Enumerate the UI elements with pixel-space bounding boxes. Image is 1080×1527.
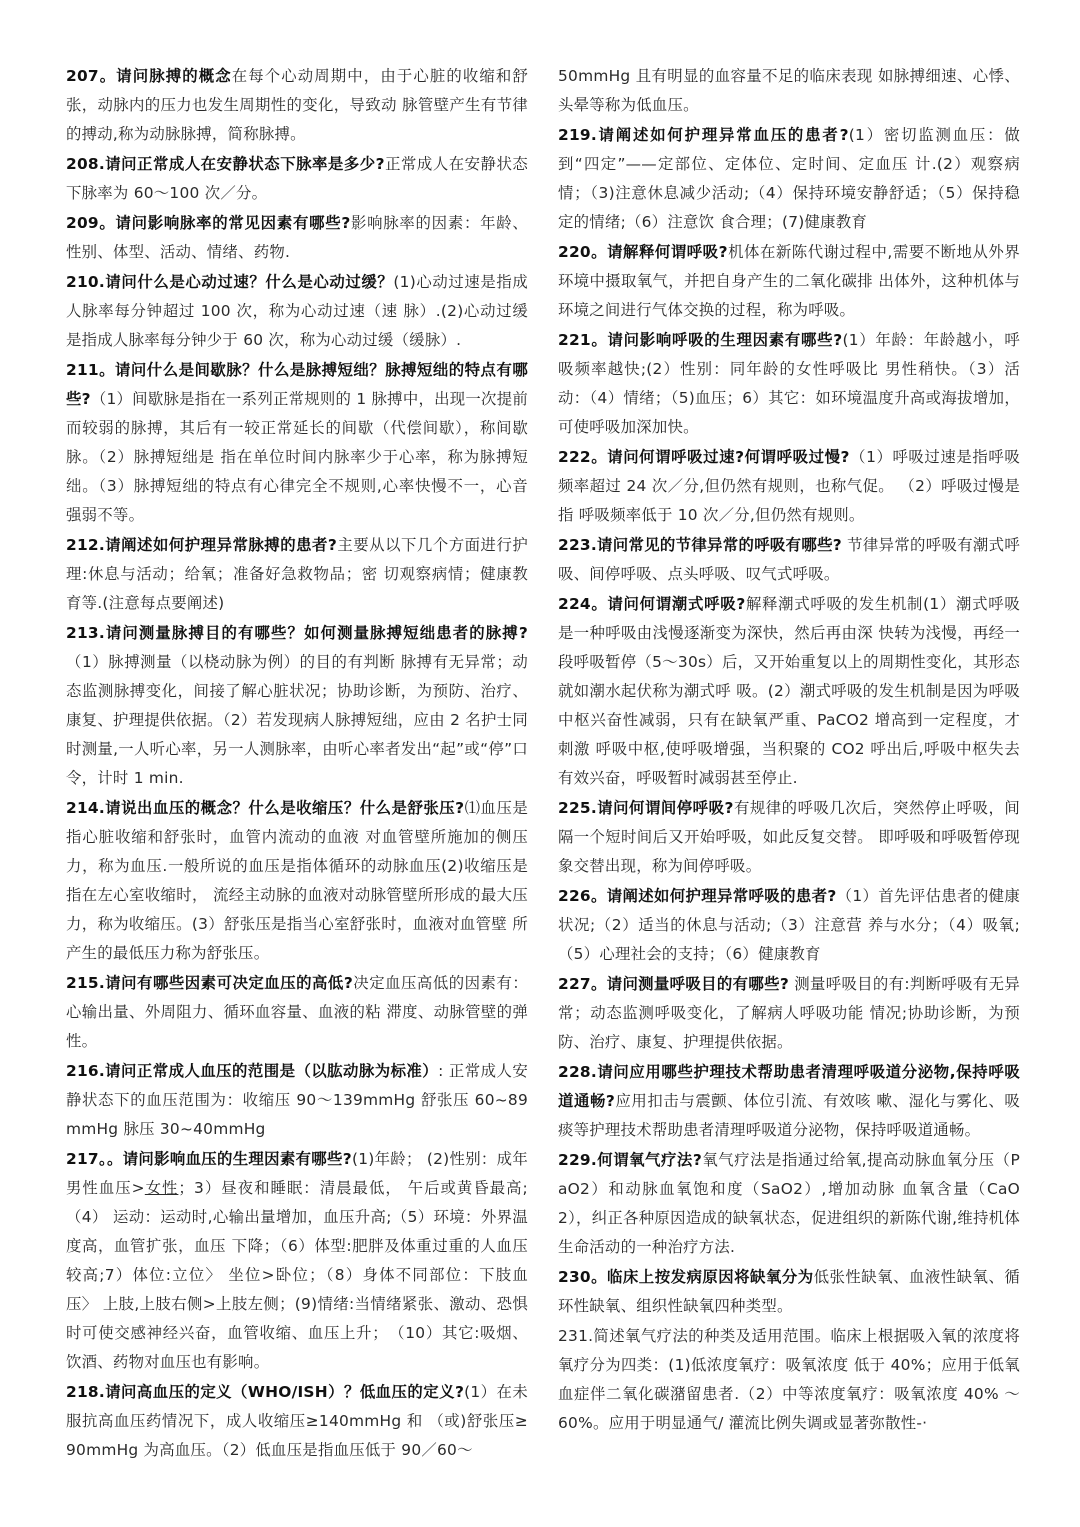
answer-text: (1)心动过速是指成人脉率每分钟超过 100 次，称为心动过速（速 脉）.(2)心动过缓是指成人脉率每分钟少于 60 次，称为心动过缓（缓脉）. — [66, 273, 528, 349]
qa-entry — [66, 62, 528, 149]
question-text: 211。请问什么是间歇脉？什么是脉搏短绌？脉搏短绌的特点有哪些? — [66, 361, 528, 408]
question-text: 220。请解释何谓呼吸? — [558, 243, 728, 261]
question-text: 222。请问何谓呼吸过速?何谓呼吸过慢? — [558, 448, 850, 466]
question-text: 221。请问影响呼吸的生理因素有哪些? — [558, 331, 843, 349]
qa-entry — [66, 1145, 528, 1377]
question-text: 218.请问高血压的定义（WHO/ISH）？低血压的定义? — [66, 1383, 465, 1401]
qa-entry — [66, 1378, 528, 1465]
answer-text: 节律异常的呼吸有潮式呼吸、间停呼吸、点头呼吸、叹气式呼吸。 — [558, 536, 1020, 583]
qa-entry — [66, 1057, 528, 1144]
qa-entry — [558, 970, 1020, 1057]
right-column — [558, 62, 1020, 1439]
question-text: 228.请问应用哪些护理技术帮助患者清理呼吸道分泌物,保持呼吸道通畅? — [558, 1063, 1020, 1110]
answer-text-continued: ；3）昼夜和睡眠：清晨最低， 午后或黄昏最高;（4） 运动：运动时,心输出量增加，血压升高;（5）环境：外界温度高，血管扩张，血压 下降；（6）体型:肥胖及体重过重的人血压较高;7）体位:立位〉 坐位>卧位；（8）身体不同部位：下肢血压〉 上肢,上肢右侧>上肢左侧；(9)情绪:当情绪紧张、激动、恐惧时可使交感神经兴奋，血管收缩、血压上升； （10）其它:吸烟、饮酒、药物对血压也有影响。 — [66, 1179, 528, 1371]
answer-text: 影响脉率的因素：年龄、性别、体型、活动、情绪、药物. — [66, 214, 528, 261]
qa-entry — [558, 121, 1020, 237]
qa-entry — [558, 62, 1020, 120]
question-text: 213.请问测量脉搏目的有哪些？如何测量脉搏短绌患者的脉搏? — [66, 624, 528, 642]
answer-text: : 正常成人安静状态下的血压范围为：收缩压 90～139mmHg 舒张压 60~89mmHg 脉压 30~40mmHg — [66, 1062, 528, 1138]
qa-entry — [558, 238, 1020, 325]
qa-entry — [558, 590, 1020, 793]
answer-text: ⑴血压是指心脏收缩和舒张时，血管内流动的血液 对血管壁所施加的侧压力，称为血压.一般所说的血压是指体循环的动脉血压(2)收缩压是指在左心室收缩时， 流经主动脉的血液对动脉管壁所形成的最大压力，称为收缩压。(3）舒张压是指当心室舒张时，血液对血管壁 所产生的最低压力称为舒张压。 — [66, 799, 528, 962]
qa-entry — [558, 1146, 1020, 1262]
question-text: 230。临床上按发病原因将缺氧分为 — [558, 1268, 814, 1286]
qa-entry — [558, 531, 1020, 589]
qa-entry — [558, 882, 1020, 969]
answer-text: 231.简述氧气疗法的种类及适用范围。临床上根据吸入氧的浓度将氧疗分为四类：(1)低浓度氧疗：吸氧浓度 低于 40%；应用于低氧血症伴二氧化碳潴留患者.（2）中等浓度氧疗：吸氧浓度 40% ～ 60%。应用于明显通气/ 灌流比例失调或显著弥散性-· — [558, 1327, 1020, 1432]
question-text: 217。。请问影响血压的生理因素有哪些? — [66, 1150, 352, 1168]
qa-entry — [66, 794, 528, 968]
question-text: 226。请阐述如何护理异常呼吸的患者? — [558, 887, 837, 905]
answer-text: (1）年龄：年龄越小，呼吸频率越快;(2）性别：同年龄的女性呼吸比 男性稍快。（3）活动：（4）情绪；（5)血压；6）其它：如环境温度升高或海拔增加，可使呼吸加深加快。 — [558, 331, 1020, 436]
question-text: 209。请问影响脉率的常见因素有哪些? — [66, 214, 351, 232]
answer-text: （1）呼吸过速是指呼吸频率超过 24 次／分,但仍然有规则，也称气促。 （2）呼吸过慢是指 呼吸频率低于 10 次／分,但仍然有规则。 — [558, 448, 1020, 524]
answer-text: 50mmHg 且有明显的血容量不足的临床表现 如脉搏细速、心悸、头晕等称为低血压。 — [558, 67, 1020, 114]
answer-text: 氧气疗法是指通过给氧,提高动脉血氧分压（PaO2）和动脉血氧饱和度（SaO2）,增加动脉 血氧含量（CaO2），纠正各种原因造成的缺氧状态，促进组织的新陈代谢,维持机体生命活动的一种治疗方法. — [558, 1151, 1020, 1256]
answer-text: （1）脉搏测量（以桡动脉为例）的目的有判断 脉搏有无异常；动态监测脉搏变化，间接了解心脏状况；协助诊断，为预防、治疗、康复、护理提供依据。（2）若发现病人脉搏短绌，应由 2 名护士同时测量,一人听心率，另一人测脉率，由听心率者发出“起”或“停”口令，计时 1 min. — [66, 653, 528, 787]
answer-text: (1）密切监测血压：做到“四定”——定部位、定体位、定时间、定血压 计.(2）观察病情；（3)注意休息减少活动;（4）保持环境安静舒适；（5）保持稳定的情绪;（6）注意饮 食合理；(7)健康教育 — [558, 126, 1021, 231]
left-column — [66, 62, 528, 1466]
qa-entry — [66, 531, 528, 618]
question-text: 227。请问测量呼吸目的有哪些? — [558, 975, 789, 993]
qa-entry — [558, 1058, 1020, 1145]
question-text: 215.请问有哪些因素可决定血压的高低? — [66, 974, 354, 992]
qa-entry — [558, 443, 1020, 530]
answer-text: 解释潮式呼吸的发生机制(1）潮式呼吸是一种呼吸由浅慢逐渐变为深快，然后再由深 快转为浅慢，再经一段呼吸暂停（5～30s）后，又开始重复以上的周期性变化，其形态就如潮水起伏称为潮式呼 吸。(2）潮式呼吸的发生机制是因为呼吸中枢兴奋性减弱，只有在缺氧严重、PaCO2 增高到一定程度，才刺激 呼吸中枢,使呼吸增强，当积聚的 CO2 呼出后,呼吸中枢失去有效兴奋，呼吸暂时减弱甚至停止. — [558, 595, 1020, 787]
qa-entry — [66, 268, 528, 355]
answer-text: 有规律的呼吸几次后，突然停止呼吸，间隔一个短时间后又开始呼吸，如此反复交替。 即呼吸和呼吸暂停现象交替出现，称为间停呼吸。 — [558, 799, 1020, 875]
answer-text: 应用扣击与震颤、体位引流、有效咳 嗽、湿化与雾化、吸痰等护理技术帮助患者清理呼吸道分泌物，保持呼吸道通畅。 — [558, 1092, 1020, 1139]
question-text: 219.请阐述如何护理异常血压的患者? — [558, 126, 849, 144]
qa-entry — [66, 969, 528, 1056]
answer-text: 低张性缺氧、血液性缺氧、循环性缺氧、组织性缺氧四种类型。 — [558, 1268, 1020, 1315]
answer-text: 主要从以下几个方面进行护理:休息与活动；给氧；准备好急救物品；密 切观察病情；健康教育等.(注意每点要阐述) — [66, 536, 528, 612]
answer-text: 在每个心动周期中，由于心脏的收缩和舒张，动脉内的压力也发生周期性的变化，导致动 脉管壁产生有节律的搏动,称为动脉脉搏，简称脉搏。 — [66, 67, 528, 143]
answer-text: (1）在未服抗高血压药情况下，成人收缩压≥140mmHg 和 （或)舒张压≥90mmHg 为高血压。（2）低血压是指血压低于 90／60～ — [66, 1383, 529, 1459]
qa-entry — [66, 209, 528, 267]
answer-underlined-text: 女性 — [144, 1179, 179, 1197]
question-text: 207。请问脉搏的概念 — [66, 67, 232, 85]
answer-text: 机体在新陈代谢过程中,需要不断地从外界环境中摄取氧气，并把自身产生的二氧化碳排 出体外，这种机体与环境之间进行气体交换的过程，称为呼吸。 — [558, 243, 1020, 319]
question-text: 223.请问常见的节律异常的呼吸有哪些? — [558, 536, 842, 554]
qa-entry — [558, 1322, 1020, 1438]
qa-entry — [66, 619, 528, 793]
answer-text: （1）首先评估患者的健康状况;（2）适当的休息与活动;（3）注意营 养与水分；（4）吸氧;（5）心理社会的支持；（6）健康教育 — [558, 887, 1020, 963]
question-text: 216.请问正常成人血压的范围是（以肱动脉为标准） — [66, 1062, 439, 1080]
question-text: 229.何谓氧气疗法? — [558, 1151, 703, 1169]
question-text: 224。请问何谓潮式呼吸? — [558, 595, 746, 613]
question-text: 214.请说出血压的概念？什么是收缩压？什么是舒张压? — [66, 799, 465, 817]
answer-text: (1)年龄； (2)性别：成年男性血压> — [66, 1150, 529, 1197]
answer-text: 正常成人在安静状态下脉率为 60～100 次／分。 — [66, 155, 528, 202]
question-text: 208.请问正常成人在安静状态下脉率是多少? — [66, 155, 385, 173]
question-text: 225.请问何谓间停呼吸? — [558, 799, 734, 817]
qa-entry — [66, 150, 528, 208]
answer-text: 决定血压高低的因素有：心输出量、外周阻力、循环血容量、血液的粘 滞度、动脉管壁的弹性。 — [66, 974, 528, 1050]
question-text: 210.请问什么是心动过速？什么是心动过缓？ — [66, 273, 394, 291]
qa-entry — [558, 1263, 1020, 1321]
answer-text: （1）间歇脉是指在一系列正常规则的 1 脉搏中，出现一次提前而较弱的脉搏，其后有一较正常延长的间歇（代偿间歇），称间歇脉。（2）脉搏短绌是 指在单位时间内脉率少于心率，称为脉搏短绌。（3）脉搏短绌的特点有心律完全不规则,心率快慢不一，心音 强弱不等。 — [66, 390, 528, 524]
answer-text: 测量呼吸目的有:判断呼吸有无异常；动态监测呼吸变化，了解病人呼吸功能 情况;协助诊断，为预防、治疗、康复、护理提供依据。 — [558, 975, 1020, 1051]
qa-entry — [66, 356, 528, 530]
qa-entry — [558, 794, 1020, 881]
question-text: 212.请阐述如何护理异常脉搏的患者? — [66, 536, 338, 554]
qa-entry — [558, 326, 1020, 442]
